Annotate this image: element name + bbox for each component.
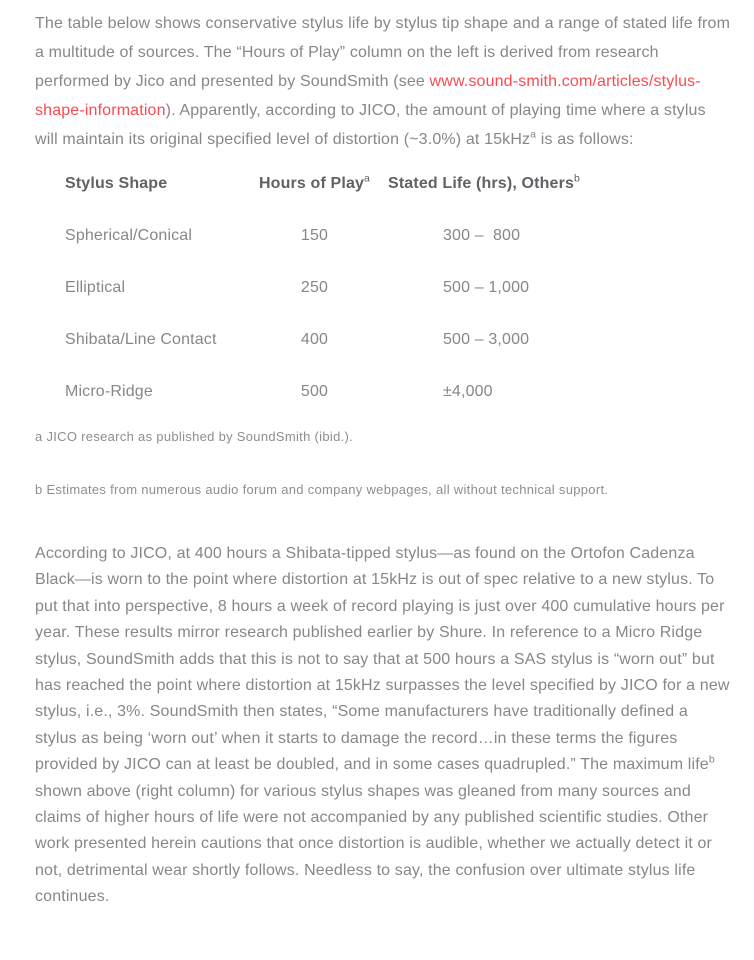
cell-stylus-shape: Spherical/Conical: [65, 227, 193, 244]
cell-stylus-shape: Elliptical: [65, 279, 126, 296]
footnote-a: a JICO research as published by SoundSmith (ibid.).: [35, 429, 354, 444]
cell-stated-life: ±4,000: [443, 383, 493, 400]
cell-stated-life: 300 – 800: [443, 227, 521, 244]
intro-text-3: is as follows:: [536, 131, 634, 148]
cell-hours: 500: [300, 383, 329, 400]
table-row: [65, 383, 732, 401]
footnote-ref-a: a: [364, 172, 371, 185]
cell-hours: 150: [300, 227, 329, 244]
intro-paragraph: [35, 9, 732, 154]
footnote-ref-b: b: [708, 753, 715, 766]
cell-stated-life: 500 – 3,000: [443, 331, 530, 348]
body-paragraph: [35, 541, 732, 911]
table-row: [65, 331, 732, 349]
table-row: [65, 279, 732, 297]
body-text-2: shown above (right column) for various stylus shapes was gleaned from many sources and claims of higher hours of life were not accompanied by any published scientific studies. Other work presented herein cautions that once distortion is audible, whether we actually detect it or not, detrimental wear shortly follows. Needless to say, the confusion over ultimate stylus life continues.: [35, 782, 712, 906]
cell-stated-life: 500 – 1,000: [443, 279, 530, 296]
body-text-1: According to JICO, at 400 hours a Shibata-tipped stylus—as found on the Ortofon Cadenza Black—is worn to the point where distortion at 15kHz is out of spec relative to a new stylus. To put that into perspective, 8 hours a week of record playing is just over 400 cumulative hours per year. These results mirror research published earlier by Shure. In reference to a Micro Ridge stylus, SoundSmith adds that this is not to say that at 500 hours a SAS stylus is “worn out” but has reached the point where distortion at 15kHz surpasses the level specified by JICO for a new stylus, i.e., 3%. SoundSmith then states, “Some manufacturers have traditionally defined a stylus as being ‘worn out’ when it starts to damage the record…in these terms the figures provided by JICO can at least be doubled, and in some cases quadrupled.” The maximum life: [35, 545, 730, 774]
cell-stylus-shape: Shibata/Line Contact: [65, 331, 217, 348]
cell-hours: 250: [300, 279, 329, 296]
soundsmith-link[interactable]: www.sound-smith.com/articles/stylus-shape-information: [35, 73, 701, 119]
header-stylus-shape: Stylus Shape: [65, 175, 168, 192]
cell-hours: 400: [300, 331, 329, 348]
header-stated-life: Stated Life (hrs), Others$^b$: [388, 172, 580, 192]
intro-text-1: The table below shows conservative stylus life by stylus tip shape and a range of stated life from a multitude of sources. The “Hours of Play” column on the left is derived from research performed by Jico and presented by SoundSmith (see: [35, 15, 731, 90]
footnote-ref-a: a: [530, 128, 537, 141]
footnote-ref-b: b: [574, 172, 580, 185]
stylus-life-table: [65, 172, 732, 401]
table-row: [65, 227, 732, 245]
cell-stylus-shape: Micro-Ridge: [65, 383, 153, 400]
header-hours-of-play: Hours of Play$^a$: [258, 172, 371, 192]
table-header-row: [65, 172, 732, 193]
intro-text-2: ). Apparently, according to JICO, the amount of playing time where a stylus will maintain its original specified level of distortion (~3.0%) at 15kHz: [35, 102, 706, 148]
footnote-b: b Estimates from numerous audio forum and company webpages, all without technical support.: [35, 482, 609, 497]
